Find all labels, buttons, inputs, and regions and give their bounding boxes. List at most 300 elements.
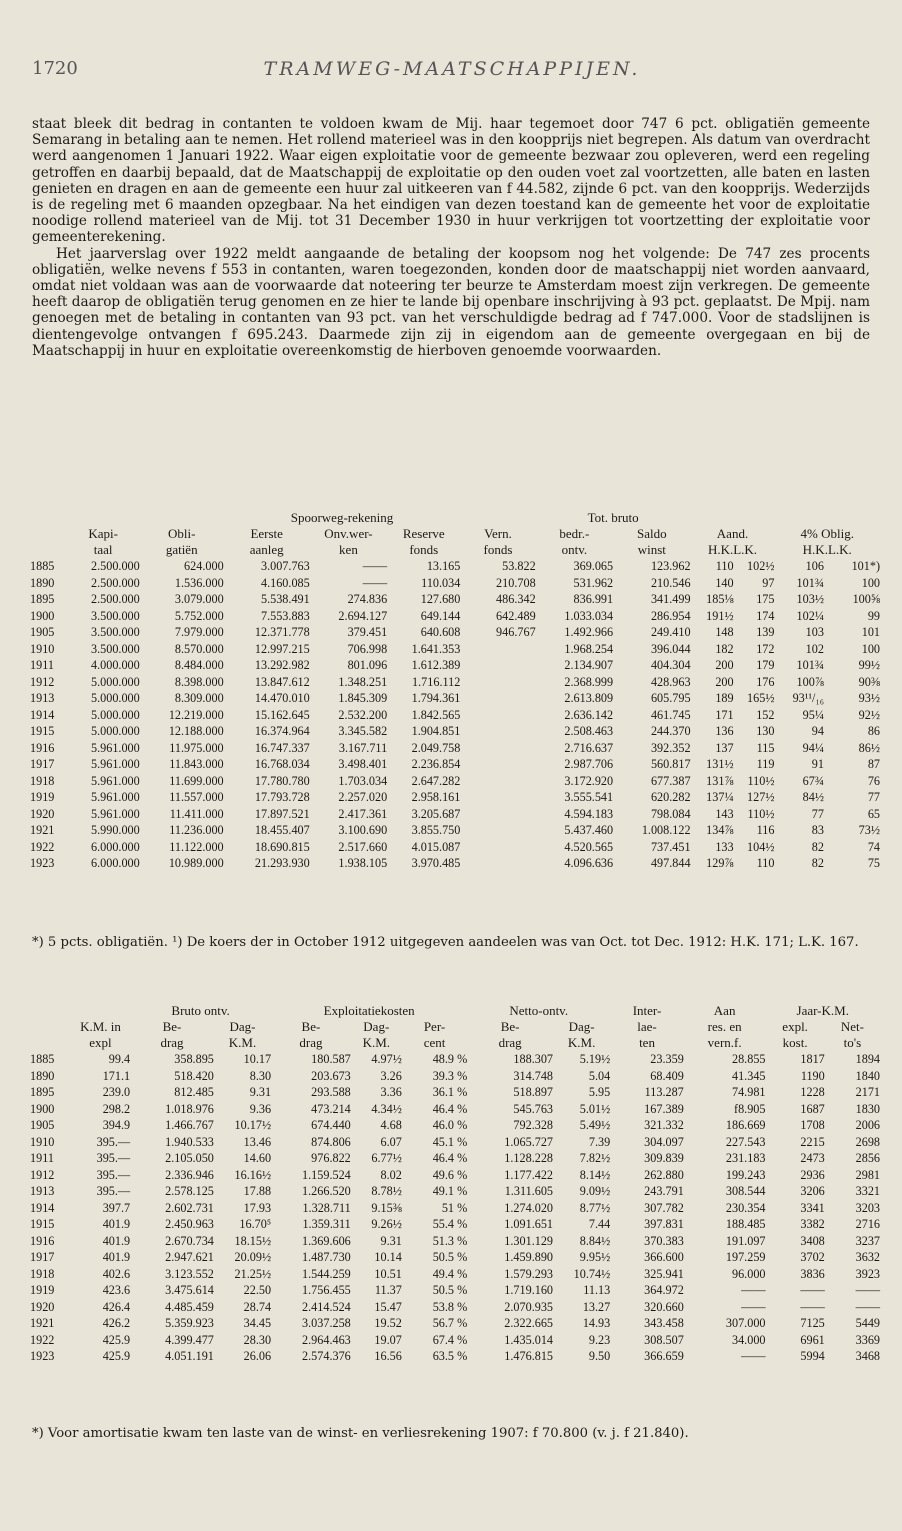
column-header: taal [93,542,113,557]
table-cell: 127½ [747,790,775,804]
table-cell: 3.26 [380,1068,402,1083]
table-cell: 20.09½ [234,1250,272,1264]
year-cell: 1914 [30,1200,55,1215]
table-cell: 6.000.000 [90,856,140,870]
table-cell: 92½ [858,707,880,722]
table-cell: 497.844 [650,856,691,870]
table-cell: 3468 [855,1349,880,1363]
column-header: drag [498,1035,522,1050]
table-cell: 2.134.907 [564,658,614,672]
table-cell: 12.219.000 [168,707,224,722]
table-cell: 3.855.750 [411,823,461,837]
table-cell: 83 [811,823,824,837]
table-cell: 307.000 [725,1316,766,1330]
year-cell: 1912 [30,1167,55,1182]
table-cell: 210.546 [650,575,691,590]
column-header: Dag- [229,1019,256,1034]
table-cell: 110 [756,856,775,870]
table-cell: 127.680 [420,592,461,606]
table-cell: 9.09½ [579,1184,611,1198]
column-header: ontv. [561,542,588,557]
table-cell: 4.485.459 [165,1299,214,1314]
year-cell: 1914 [30,707,55,722]
table-cell: 1.065.727 [504,1134,554,1149]
table-cell: 76 [867,773,880,788]
table-cell: 16.768.034 [254,757,310,771]
table-cell: 123.962 [650,559,691,573]
table-cell: 13.847.612 [254,674,310,689]
table-cell: 321.332 [644,1118,684,1132]
table-cell: 874.806 [311,1134,351,1149]
table-cell: 6.000.000 [90,839,140,854]
table-cell: 4.015.087 [411,839,461,854]
table-cell: 1.756.455 [302,1283,351,1297]
table-cell: 50.5 % [432,1250,468,1264]
column-header: Be- [301,1019,321,1034]
column-header: to's [843,1035,862,1050]
table-cell: 10.17 [243,1052,272,1066]
table-cell: 103 [805,625,824,639]
table-footnote: *) 5 pcts. obligatiën. ¹) De koers der in October 1912 uitgegeven aandeelen was van Oct. tot Dec. 1912: H.K. 171; L.K. 167. [32,935,859,950]
table-cell: 1.091.651 [504,1217,554,1231]
table-row [30,1266,880,1283]
table-cell: 1.466.767 [165,1118,214,1132]
table-cell: 167.389 [644,1101,684,1116]
table-cell: 3836 [800,1266,825,1281]
table-cell: 148 [715,625,734,639]
table-cell: 96.000 [731,1266,766,1281]
table-cell: 395.— [96,1134,131,1149]
column-header: Kapi- [88,526,118,541]
table-cell: 976.822 [311,1151,351,1165]
table-cell: 39.3 % [432,1068,468,1083]
table-cell: 10.51 [374,1266,402,1281]
table-cell: 836.991 [573,592,614,606]
year-cell: 1910 [30,641,55,656]
year-cell: 1885 [30,1052,55,1066]
table-cell: 545.763 [513,1101,554,1116]
column-header: lae- [637,1019,657,1034]
year-cell: 1913 [30,1184,55,1198]
table-cell: 3321 [855,1184,880,1198]
table-cell: 2.417.361 [338,806,388,821]
table-cell: —— [800,1283,825,1297]
table-row [30,1150,880,1167]
table-cell: 15.162.645 [254,707,310,722]
year-cell: 1905 [30,1118,55,1132]
table-cell: 2.716.637 [564,740,614,755]
table-cell: 174 [756,608,775,623]
column-header: res. en [707,1019,742,1034]
header-row [30,1019,880,1035]
table-cell: f8.905 [734,1101,766,1116]
table-cell: 8.02 [380,1167,402,1182]
table-cell: —— [855,1283,880,1297]
table-cell: 110½ [747,773,775,788]
table-row [30,624,880,641]
year-cell: 1911 [30,658,54,672]
table-row [30,674,880,691]
column-header: Be- [162,1019,182,1034]
table-cell: —— [741,1349,766,1363]
table-cell: 3.345.582 [338,724,388,738]
table-cell: 137 [715,740,734,755]
table-cell: 171.1 [102,1068,131,1083]
column-header: H.K.L.K. [707,542,758,557]
table-cell: 674.440 [311,1118,351,1132]
table-cell: 176 [756,674,775,689]
header-row [30,510,880,526]
table-cell: 3.007.763 [260,559,310,573]
table-cell: 531.962 [573,575,614,590]
column-header: winst [637,542,666,557]
table-cell: 1.794.361 [411,691,461,705]
table-row [30,1117,880,1134]
table-cell: 7.44 [588,1217,611,1231]
table-cell: 8.484.000 [174,658,224,672]
table-cell: 5.961.000 [90,773,140,788]
table-cell: 91 [811,757,824,771]
table-cell: 2.532.200 [338,707,388,722]
table-cell: 3.100.690 [338,823,388,837]
table-cell: 401.9 [102,1250,131,1264]
table-cell: 18.455.407 [254,823,310,837]
header-row [30,1035,880,1051]
table-row [30,1249,880,1266]
table-cell: 274.836 [347,592,388,606]
table-cell: 84½ [802,790,824,804]
table-cell: 1.328.711 [302,1200,351,1215]
table-cell: 131⅞ [706,773,734,788]
table-cell: 1.459.890 [504,1250,554,1264]
table-cell: 425.9 [102,1349,131,1363]
table-cell: 140 [715,575,734,590]
table-cell: 13.27 [582,1299,611,1314]
table-row [30,740,880,757]
table-cell: 143 [715,806,734,821]
table-row [30,1315,880,1332]
table-cell: 87 [867,757,880,771]
table-cell: 293.588 [311,1085,351,1099]
table-cell: 404.304 [650,658,691,672]
header-row [30,1003,880,1019]
table-cell: 12.997.215 [254,641,310,656]
table-cell: —— [741,1299,766,1314]
table-cell: 640.608 [420,625,461,639]
table-cell: 624.000 [184,559,224,573]
table-cell: 182 [715,641,734,656]
column-header: kost. [782,1035,808,1050]
column-header: K.M. [362,1035,391,1050]
table-row [30,1183,880,1200]
table-cell: 110 [715,559,734,573]
table-cell: 8.78½ [371,1184,402,1198]
table-cell: 4.160.085 [260,575,310,590]
column-group-header: Tot. bruto [587,510,639,525]
table-cell: 792.328 [513,1118,554,1132]
table-cell: 3.500.000 [90,641,140,656]
table-cell: 379.451 [347,625,388,639]
column-header: H.K.L.K. [802,542,852,557]
table-cell: 16.747.337 [254,740,310,755]
table-cell: 946.767 [496,625,536,639]
table-cell: 1.435.014 [504,1332,554,1347]
table-cell: 1.703.034 [338,773,388,788]
table-cell: 197.259 [725,1250,766,1264]
table-cell: 1.476.815 [504,1349,554,1363]
table-cell: 94¼ [802,740,824,755]
table-cell: 93¹¹/₁₆ [792,691,824,705]
body-text [32,116,870,359]
table-cell: 46.4 % [432,1151,468,1165]
column-header: vern.f. [707,1035,742,1050]
table-cell: 136 [715,724,734,738]
column-group-header: Netto-ontv. [509,1003,569,1018]
table-cell: 119 [756,757,775,771]
table-cell: 36.1 % [432,1085,468,1099]
table-cell: 428.963 [650,674,691,689]
table-cell: 74 [867,839,880,854]
table-cell: 77 [867,790,880,804]
column-header: cent [423,1035,446,1050]
table-cell: 3.475.614 [165,1283,214,1297]
table-footnote: *) Voor amortisatie kwam ten laste van de winst- en verliesrekening 1907: f 70.800 (v. j. f 21.840). [32,1426,689,1441]
table-cell: 1.348.251 [338,674,388,689]
table-cell: 298.2 [102,1101,131,1116]
table-cell: 3.970.485 [411,856,461,870]
table-cell: 11.122.000 [169,839,224,854]
table-cell: 2.947.621 [165,1250,214,1264]
table-cell: 2.987.706 [564,757,614,771]
column-header: drag [299,1035,323,1050]
table-cell: 2981 [855,1167,880,1182]
table-cell: 2.958.161 [411,790,461,804]
table-cell: 5449 [855,1316,880,1330]
table-row [30,1068,880,1085]
table-cell: —— [741,1283,766,1297]
table-cell: 366.659 [644,1349,684,1363]
table-cell: 4.399.477 [165,1332,214,1347]
column-header: fonds [409,542,439,557]
column-header: Per- [423,1019,446,1034]
table-cell: 14.60 [243,1151,272,1165]
table-cell: 41.345 [731,1068,766,1083]
column-header: Net- [840,1019,864,1034]
table-cell: 100 [861,641,880,656]
table-cell: 1.359.311 [302,1217,351,1231]
table-cell: 3.167.711 [338,740,388,755]
page-number: 1720 [32,58,78,79]
table-row [30,789,880,806]
year-cell: 1917 [30,757,55,771]
table-cell: 2.236.854 [411,757,461,771]
table-cell: 8.398.000 [174,674,224,689]
table-cell: 2.336.946 [165,1167,214,1182]
year-cell: 1923 [30,856,55,870]
table-cell: 3923 [855,1266,880,1281]
table-cell: 3369 [855,1332,880,1347]
table-cell: 2.670.734 [165,1233,214,1248]
table-cell: 231.183 [725,1151,766,1165]
table-cell: 99 [867,608,880,623]
year-cell: 1918 [30,773,55,788]
table-cell: 5.961.000 [90,740,140,755]
table-cell: 74.981 [731,1085,766,1099]
table-cell: 798.084 [650,806,691,821]
column-header: expl [89,1035,112,1050]
table-cell: 2215 [800,1134,825,1149]
table-cell: 139 [756,625,775,639]
table-cell: 11.411.000 [169,806,224,821]
header-row [30,526,880,542]
table-cell: 11.236.000 [169,823,224,837]
year-cell: 1912 [30,674,55,689]
column-header: ken [339,542,358,557]
table-cell: 1.177.422 [504,1167,554,1182]
table-cell: 2.517.660 [338,839,388,854]
table-cell: 101¾ [796,575,824,590]
table-cell: 4.34½ [371,1101,402,1116]
table-cell: 401.9 [102,1217,131,1231]
table-row [30,1216,880,1233]
table-cell: 1.033.034 [564,608,614,623]
table-cell: 308.544 [725,1184,766,1198]
table-cell: 2.602.731 [165,1200,214,1215]
table-cell: 1830 [855,1101,880,1116]
table-cell: 100⅝ [852,592,880,606]
table-cell: 1.579.293 [504,1266,554,1281]
table-cell: 11.37 [374,1283,402,1297]
column-group-header: Spoorweg-rekening [290,510,394,525]
table-cell: 93½ [858,691,880,705]
table-cell: 1.128.228 [504,1151,554,1165]
table-cell: 518.420 [174,1068,214,1083]
table-cell: 4.051.191 [165,1349,214,1363]
table-cell: 473.214 [311,1101,351,1116]
table-cell: 262.880 [644,1167,684,1182]
year-cell: 1921 [30,823,55,837]
table-row [30,1348,880,1365]
table-row [30,855,880,872]
column-header: aanleg [249,542,284,557]
table-cell: 395.— [96,1151,131,1165]
table-cell: 426.2 [102,1316,131,1330]
column-header: gatiën [165,542,198,557]
table-cell: 34.000 [731,1332,766,1347]
table-cell: 53.822 [502,559,536,573]
column-header: K.M. [228,1035,257,1050]
table-cell: 1228 [800,1085,825,1099]
table-cell: 3.037.258 [302,1316,351,1330]
table-cell: 100⅞ [796,674,824,689]
column-header: Be- [500,1019,520,1034]
table-cell: 1.719.160 [504,1283,554,1297]
table-cell: 1.018.976 [165,1101,214,1116]
year-cell: 1916 [30,1233,55,1248]
year-cell: 1920 [30,1299,55,1314]
table-row [30,690,880,707]
table-cell: 188.307 [513,1052,554,1066]
table-cell: 3382 [800,1217,825,1231]
table-cell: 2.508.463 [564,724,614,738]
table-cell: 2.578.125 [165,1184,214,1198]
table-cell [460,674,535,691]
table-cell: 2.636.142 [564,707,614,722]
table-cell: 102½ [747,559,775,573]
column-header: Dag- [568,1019,595,1034]
table-cell [460,723,535,740]
table-cell: 1.266.520 [302,1184,351,1198]
table-cell: 4.000.000 [90,658,140,672]
table-cell: 304.097 [644,1134,684,1149]
table-cell: 65 [867,806,880,821]
table-cell: 1.716.112 [412,674,461,689]
table-cell: 13.292.982 [254,658,310,672]
table-cell: 677.387 [650,773,691,788]
year-cell: 1915 [30,724,55,738]
table-cell [460,690,535,707]
table-cell: 1.536.000 [174,575,224,590]
table-cell: 1.940.533 [165,1134,214,1149]
table-cell: 48.9 % [432,1052,468,1066]
table-cell: 1.492.966 [564,625,614,639]
table-cell: 9.31 [380,1233,402,1248]
table-cell: 75 [867,856,880,870]
table-cell: 11.699.000 [169,773,224,788]
table-cell: 5.19½ [579,1052,611,1066]
table-cell: 15.47 [374,1299,402,1314]
column-header: Obli- [167,526,196,541]
table-cell: 8.14½ [579,1167,611,1182]
table-row [30,591,880,608]
table-cell: 185⅛ [706,592,734,606]
table-cell: 51 % [441,1200,468,1215]
table-cell: 1.008.122 [641,823,691,837]
table-cell [460,740,535,757]
table-cell: 5.961.000 [90,757,140,771]
table-cell: 8.84½ [579,1233,611,1248]
year-cell: 1895 [30,592,55,606]
table-row [30,575,880,592]
table-cell: 9.95½ [579,1250,611,1264]
table-cell: 68.409 [650,1068,684,1083]
table-cell: 46.0 % [432,1118,468,1132]
table-cell: 4.520.565 [564,839,614,854]
table-cell: 63.5 % [432,1349,468,1363]
table-cell: 152 [756,707,775,722]
year-cell: 1890 [30,1068,55,1083]
table-cell: 1.968.254 [564,641,614,656]
table-cell: 366.600 [644,1250,684,1264]
table-cell: 341.499 [650,592,691,606]
year-cell: 1905 [30,625,55,639]
table-row [30,1332,880,1349]
table-cell: 6.77½ [371,1151,402,1165]
table-cell: 28.30 [243,1332,272,1347]
table-cell: 5.961.000 [90,806,140,821]
table-cell: 86½ [858,740,880,755]
table-row [30,822,880,839]
table-cell [460,855,535,872]
year-cell: 1913 [30,691,55,705]
table-cell: 137¼ [706,790,734,804]
table-cell: 8.570.000 [174,641,224,656]
table-cell: —— [362,559,388,573]
table-cell: 1.612.389 [411,658,461,672]
table-cell: 239.0 [102,1085,131,1099]
year-cell: 1921 [30,1316,55,1330]
table-cell: 3206 [800,1184,825,1198]
